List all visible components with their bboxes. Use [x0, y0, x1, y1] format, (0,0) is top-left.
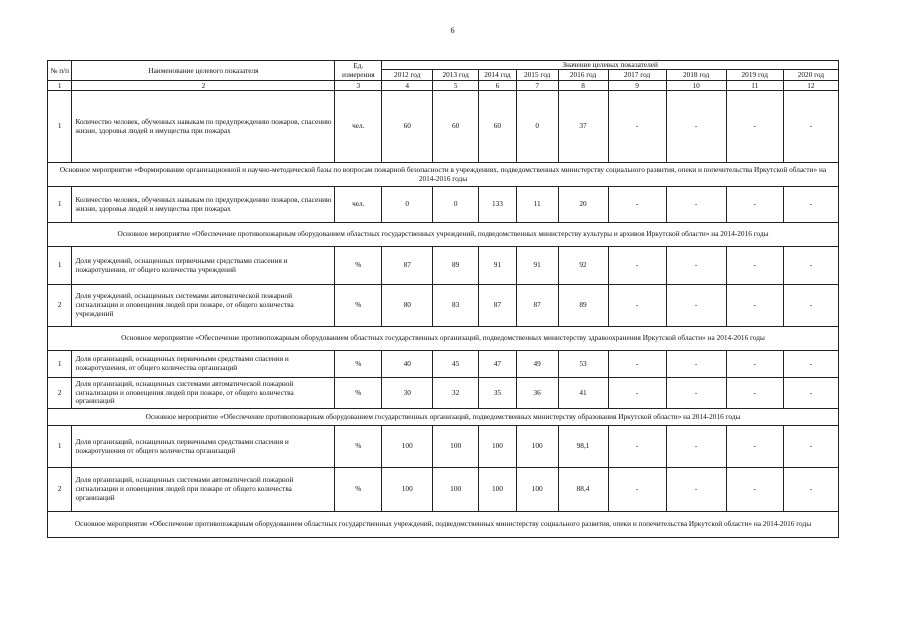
table-row	[48, 247, 839, 285]
value-cell: 87	[479, 285, 517, 327]
value-cell: 87	[382, 247, 433, 285]
row-number-cell: 2	[48, 378, 72, 409]
target-indicators-table	[47, 60, 839, 538]
value-cell: -	[726, 285, 783, 327]
column-number: 4	[382, 81, 433, 91]
row-number-cell: 1	[48, 187, 72, 223]
value-cell: 89	[433, 247, 479, 285]
value-cell: 37	[558, 91, 608, 163]
row-number-cell: 1	[48, 91, 72, 163]
table-row	[48, 91, 839, 163]
column-number: 7	[516, 81, 558, 91]
page-number: 6	[450, 26, 455, 35]
value-cell: -	[666, 468, 726, 512]
table-body	[48, 91, 839, 538]
section-row	[48, 512, 839, 538]
value-cell: 60	[382, 91, 433, 163]
value-cell: 80	[382, 285, 433, 327]
header-year: 2012 год	[382, 70, 433, 81]
value-cell: 100	[516, 468, 558, 512]
header-num: № п/п	[48, 61, 72, 81]
indicator-name-cell: Доля организаций, оснащенных первичными средствами спасения и пожаротушения от общего количества организаций	[72, 426, 335, 468]
value-cell: -	[608, 378, 666, 409]
value-cell: -	[608, 351, 666, 378]
unit-cell: %	[335, 378, 382, 409]
value-cell: -	[608, 247, 666, 285]
indicator-name-cell: Количество человек, обученных навыкам по предупреждению пожаров, спасению жизни, здоровья людей и имущества при пожарах	[72, 187, 335, 223]
value-cell: -	[726, 247, 783, 285]
column-number: 12	[783, 81, 838, 91]
section-title: Основное мероприятие «Обеспечение противопожарным оборудованием областных государственных организаций, подведомственных министерству здравоохранения Иркутской области» на 2014-2016 годы	[48, 327, 839, 351]
value-cell: 98,1	[558, 426, 608, 468]
table-row	[48, 285, 839, 327]
value-cell: 49	[516, 351, 558, 378]
indicator-name-cell: Доля организаций, оснащенных системами автоматической пожарной сигнализации и оповещения людей при пожаре, от общего количества организаций	[72, 378, 335, 409]
value-cell: -	[726, 378, 783, 409]
column-number: 6	[479, 81, 517, 91]
value-cell: -	[608, 187, 666, 223]
value-cell: 41	[558, 378, 608, 409]
value-cell: 87	[516, 285, 558, 327]
value-cell: -	[726, 91, 783, 163]
column-number: 11	[726, 81, 783, 91]
value-cell: -	[726, 351, 783, 378]
value-cell: 60	[433, 91, 479, 163]
value-cell: -	[666, 351, 726, 378]
value-cell: -	[783, 468, 838, 512]
value-cell: -	[783, 285, 838, 327]
value-cell: 30	[382, 378, 433, 409]
section-title: Основное мероприятие «Обеспечение противопожарным оборудованием областных государственных учреждений, подведомственных министерству социального развития, опеки и попечительства Иркутской области» на 2014-2016 годы	[48, 512, 839, 538]
value-cell: 40	[382, 351, 433, 378]
unit-cell: %	[335, 247, 382, 285]
section-row	[48, 327, 839, 351]
value-cell: 11	[516, 187, 558, 223]
value-cell: 100	[433, 426, 479, 468]
column-number: 5	[433, 81, 479, 91]
value-cell: 100	[382, 426, 433, 468]
value-cell: 32	[433, 378, 479, 409]
row-number-cell: 1	[48, 426, 72, 468]
value-cell: 133	[479, 187, 517, 223]
value-cell: 45	[433, 351, 479, 378]
value-cell: -	[783, 351, 838, 378]
unit-cell: %	[335, 426, 382, 468]
value-cell: 83	[433, 285, 479, 327]
header-values-group: Значение целевых показателей	[382, 61, 839, 70]
value-cell: -	[783, 247, 838, 285]
table-row	[48, 351, 839, 378]
value-cell: 100	[433, 468, 479, 512]
column-number: 2	[72, 81, 335, 91]
indicator-name-cell: Доля организаций, оснащенных первичными средствами спасения и пожаротушения, от общего количества организаций	[72, 351, 335, 378]
indicator-name-cell: Количество человек, обученных навыкам по предупреждению пожаров, спасению жизни, здоровья людей и имущества при пожарах	[72, 91, 335, 163]
indicator-name-cell: Доля учреждений, оснащенных системами автоматической пожарной сигнализации и оповещения людей при пожаре, от общего количества учреждений	[72, 285, 335, 327]
unit-cell: %	[335, 285, 382, 327]
value-cell: 89	[558, 285, 608, 327]
value-cell: 92	[558, 247, 608, 285]
value-cell: 60	[479, 91, 517, 163]
value-cell: 0	[516, 91, 558, 163]
header-name: Наименование целевого показателя	[72, 61, 335, 81]
column-number: 1	[48, 81, 72, 91]
value-cell: -	[666, 247, 726, 285]
column-number: 9	[608, 81, 666, 91]
section-row	[48, 163, 839, 187]
table-row	[48, 426, 839, 468]
value-cell: -	[666, 378, 726, 409]
indicator-name-cell: Доля организаций, оснащенных системами автоматической пожарной сигнализации и оповещения людей при пожаре от общего количества организаций	[72, 468, 335, 512]
header-year: 2018 год	[666, 70, 726, 81]
value-cell: 100	[479, 426, 517, 468]
value-cell: 100	[382, 468, 433, 512]
header-unit: Ед. измерения	[335, 61, 382, 81]
value-cell: -	[666, 187, 726, 223]
value-cell: 100	[479, 468, 517, 512]
value-cell: 36	[516, 378, 558, 409]
column-number: 10	[666, 81, 726, 91]
table-row	[48, 468, 839, 512]
section-title: Основное мероприятие «Обеспечение противопожарным оборудованием государственных организаций, подведомственных министерству образования Иркутской области» на 2014-2016 годы	[48, 409, 839, 426]
section-row	[48, 223, 839, 247]
value-cell: 53	[558, 351, 608, 378]
value-cell: -	[726, 187, 783, 223]
value-cell: -	[666, 285, 726, 327]
value-cell: 91	[479, 247, 517, 285]
header-year: 2015 год	[516, 70, 558, 81]
value-cell: -	[608, 426, 666, 468]
indicator-name-cell: Доля учреждений, оснащенных первичными средствами спасения и пожаротушения, от общего количества учреждений	[72, 247, 335, 285]
value-cell: 0	[382, 187, 433, 223]
value-cell: -	[783, 378, 838, 409]
header-year: 2014 год	[479, 70, 517, 81]
section-title: Основное мероприятие «Формирование организационной и научно-методической базы по вопросам пожарной безопасности в учреждениях, подведомственных министерству социального развития, опеки и попечительства Иркутской области» на 2014-2016 годы	[48, 163, 839, 187]
value-cell: -	[666, 426, 726, 468]
value-cell: -	[666, 91, 726, 163]
value-cell: -	[608, 91, 666, 163]
row-number-cell: 1	[48, 351, 72, 378]
row-number-cell: 2	[48, 468, 72, 512]
value-cell: 47	[479, 351, 517, 378]
value-cell: -	[783, 187, 838, 223]
table-row	[48, 187, 839, 223]
value-cell: 35	[479, 378, 517, 409]
header-year: 2019 год	[726, 70, 783, 81]
section-row	[48, 409, 839, 426]
header-year: 2017 год	[608, 70, 666, 81]
value-cell: 100	[516, 426, 558, 468]
unit-cell: %	[335, 468, 382, 512]
value-cell: 0	[433, 187, 479, 223]
header-year: 2020 год	[783, 70, 838, 81]
section-title: Основное мероприятие «Обеспечение противопожарным оборудованием областных государственных учреждений, подведомственных министерству культуры и архивов Иркутской области» на 2014-2016 годы	[48, 223, 839, 247]
value-cell: -	[783, 426, 838, 468]
value-cell: -	[608, 468, 666, 512]
value-cell: 91	[516, 247, 558, 285]
table-row	[48, 378, 839, 409]
value-cell: -	[783, 91, 838, 163]
row-number-cell: 2	[48, 285, 72, 327]
unit-cell: чел.	[335, 187, 382, 223]
unit-cell: %	[335, 351, 382, 378]
value-cell: 20	[558, 187, 608, 223]
value-cell: -	[726, 426, 783, 468]
column-number: 3	[335, 81, 382, 91]
header-year: 2013 год	[433, 70, 479, 81]
column-number: 8	[558, 81, 608, 91]
header-year: 2016 год	[558, 70, 608, 81]
value-cell: 88,4	[558, 468, 608, 512]
unit-cell: чел.	[335, 91, 382, 163]
value-cell: -	[726, 468, 783, 512]
value-cell: -	[608, 285, 666, 327]
row-number-cell: 1	[48, 247, 72, 285]
